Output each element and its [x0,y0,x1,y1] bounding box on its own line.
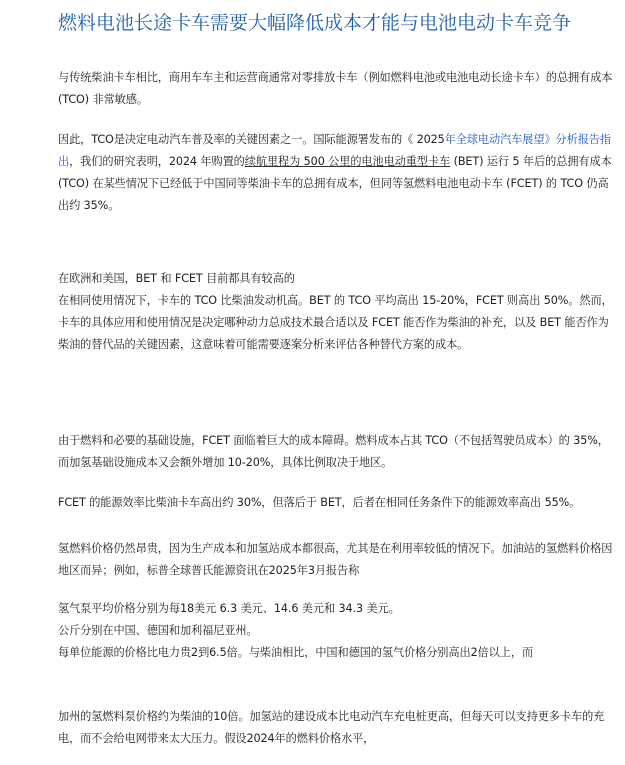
paragraph-efficiency: FCET 的能源效率比柴油卡车高出约 30%，但落后于 BET，后者在相同任务条件下的能源效率高出 55%。 [58,496,581,509]
article-title: 燃料电池长途卡车需要大幅降低成本才能与电池电动卡车竞争 [58,12,572,34]
line-energy-price-compare: 每单位能源的价格比电力贵2到6.5倍。与柴油相比，中国和德国的氢气价格分别高出2倍以上，而 [58,646,534,659]
paragraph-tco-text-3: (BET) 运行 5 年后的总拥有成本 (TCO) 在某些情况下已经低于中国同等柴油卡车的总拥有成本，但同等氢燃料电池电动卡车 (FCET) 的 TCO 仍高出约 35%。 [58,155,612,212]
iea-report-link[interactable]: 年全球电动汽车展望》分析报告指出 [58,133,611,168]
paragraph-hydrogen-price: 氢燃料价格仍然昂贵，因为生产成本和加氢站成本都很高，尤其是在利用率较低的情况下。加油站的氢燃料价格因地区而异；例如，标普全球普氏能源资讯在2025年3月报告称 [58,542,613,577]
paragraph-intro: 与传统柴油卡车相比，商用车车主和运营商通常对零排放卡车（例如燃料电池或电池电动长途卡车）的总拥有成本 (TCO) 非常敏感。 [58,71,613,106]
paragraph-california: 加州的氢燃料泵价格约为柴油的10倍。加氢站的建设成本比电动汽车充电桩更高，但每天可以支持更多卡车的充电，而不会给电网带来太大压力。假设2024年的燃料价格水平， [58,710,605,745]
line-pump-prices: 氢气泵平均价格分别为每18美元 6.3 美元、14.6 美元和 34.3 美元。 [58,602,400,615]
underlined-bet-phrase: 续航里程为 500 公里的电池电动重型卡车 [244,155,451,168]
paragraph-tco [58,129,613,217]
line-per-kg-regions: 公斤分别在中国、德国和加利福尼亚州。 [58,624,258,637]
paragraph-infrastructure: 由于燃料和必要的基础设施，FCET 面临着巨大的成本障碍。燃料成本占其 TCO（不包括驾驶员成本）的 35%，而加氢基础设施成本又会额外增加 10-20%，具体比例取决于地区。 [58,434,609,469]
paragraph-europe-us: 在相同使用情况下，卡车的 TCO 比柴油发动机高。BET 的 TCO 平均高出 15-20%，FCET 则高出 50%。然而，卡车的具体应用和使用情况是决定哪种动力总成技术最合适以及 FCET 能否作为柴油的补充，以及 BET 能否作为柴油的替代品的关键因素，这意味着可能需要逐案分析来评估各种替代方案的成本。 [58,294,613,351]
paragraph-tco-text-2: ，我们的研究表明，2024 年购置的 [69,155,245,168]
paragraph-tco-text-1: 因此，TCO是决定电动汽车普及率的关键因素之一。国际能源署发布的《 2025 [58,133,445,146]
paragraph-europe-us-lead: 在欧洲和美国，BET 和 FCET 目前都具有较高的 [58,272,295,285]
